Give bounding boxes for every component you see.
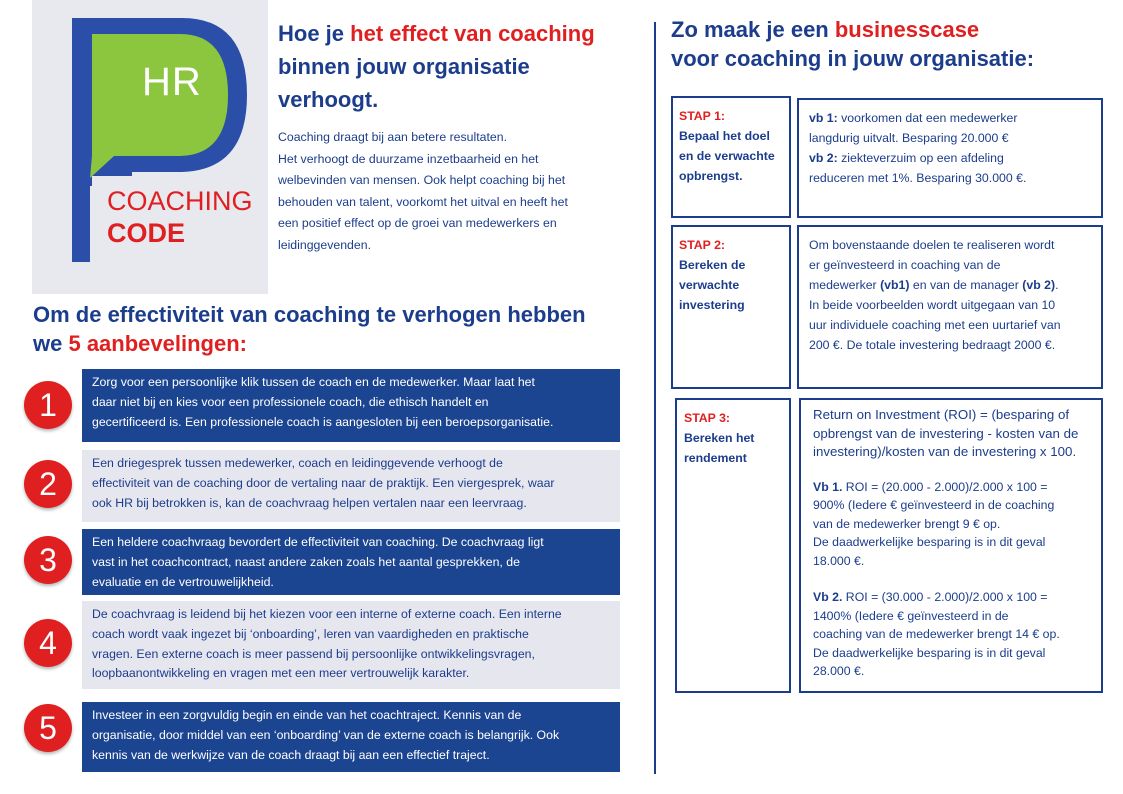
roi-example-1 <box>813 478 1091 571</box>
step-3-body <box>799 398 1103 693</box>
step-body-text: van de medewerker brengt 9 € op. <box>813 516 1001 531</box>
step-label-line: Bereken de <box>679 258 746 272</box>
logo-coaching-text: COACHING <box>107 186 253 216</box>
step-label-line: Bereken het <box>684 431 755 445</box>
step-body-text: uur individuele coaching met een uurtarief van <box>809 318 1061 332</box>
intro-line: Coaching draagt bij aan betere resultaten. <box>278 130 508 144</box>
recommendation-line: coach wordt vaak ingezet bij ‘onboarding’, leren van vaardigheden en praktische <box>92 626 529 641</box>
step-body-text: 200 €. De totale investering bedraagt 2000 €. <box>809 338 1056 352</box>
step-body-text: langdurig uitvalt. Besparing 20.000 € <box>809 131 1009 145</box>
recommendation-text <box>82 450 620 522</box>
logo-p-shape <box>32 0 268 294</box>
step-label-line: investering <box>679 298 745 312</box>
step-label-line: opbrengst. <box>679 169 743 183</box>
recommendation-number-badge: 5 <box>24 704 72 752</box>
recommendation-line: gecertificeerd is. Een professionele coach is aangesloten bij een beroepsorganisatie. <box>92 414 554 429</box>
recommendation-line: daar niet bij en kies voor een professionele coach, die ethisch handelt en <box>92 394 489 409</box>
recommendation-line: vast in het coachcontract, naast andere zaken zoals het aantal gesprekken, de <box>92 554 520 569</box>
recommendation-line: De coachvraag is leidend bij het kiezen voor een interne of externe coach. Een interne <box>92 607 562 621</box>
step-body-text: ROI = (20.000 - 2.000)/2.000 x 100 = <box>842 479 1048 494</box>
step-body-text: reduceren met 1%. Besparing 30.000 €. <box>809 171 1027 185</box>
step-body-text: en van de manager <box>909 278 1023 292</box>
intro-line: welbevinden van mensen. Ook helpt coaching bij het <box>278 173 566 188</box>
example-label: vb 2: <box>809 151 838 165</box>
roi-line: Return on Investment (ROI) = (besparing of <box>813 407 1070 422</box>
recommendation-line: Zorg voor een persoonlijke klik tussen de coach en de medewerker. Maar laat het <box>92 375 535 389</box>
step-body-text: voorkomen dat een medewerker <box>837 111 1018 125</box>
example-label: Vb 2. <box>813 590 843 604</box>
recommendation-line: organisatie, door middel van een ‘onboarding’ van de externe coach is belangrijk. Ook <box>92 727 560 742</box>
intro-line: leidinggevenden. <box>278 237 371 252</box>
step-body-text: ROI = (30.000 - 2.000)/2.000 x 100 = <box>842 590 1048 604</box>
recommendation-number-badge: 4 <box>24 619 72 667</box>
intro-line: behouden van talent, voorkomt het uitval en heeft het <box>278 194 568 209</box>
recommendation-line: evaluatie en de vertrouwelijkheid. <box>92 574 274 589</box>
roi-example-2 <box>813 588 1091 681</box>
step-2-body <box>797 225 1103 389</box>
column-divider <box>654 22 656 774</box>
step-body-text: medewerker <box>809 278 881 292</box>
intro-line: Het verhoogt de duurzame inzetbaarheid en het <box>278 151 539 166</box>
step-body-text: ziekteverzuim op een afdeling <box>837 151 1004 165</box>
step-3-label <box>675 398 791 693</box>
businesscase-heading <box>671 15 1111 73</box>
recommendation-text <box>82 529 620 595</box>
step-label-line: verwachte <box>679 278 740 292</box>
step-body-text: 900% (Iedere € geïnvesteerd in de coaching <box>813 498 1055 512</box>
step-body-text: coaching van de medewerker brengt 14 € op. <box>813 627 1060 641</box>
recommendation-line: Investeer in een zorgvuldig begin en einde van het coachtraject. Kennis van de <box>92 708 522 722</box>
recommendations-heading-part1: Om de effectiviteit van coaching te verhogen hebben we <box>33 302 586 356</box>
example-ref: (vb 2) <box>1022 278 1056 292</box>
step-body-text: Om bovenstaande doelen te realiseren wordt <box>809 238 1055 252</box>
roi-line: investering)/kosten van de investering x 100. <box>813 444 1077 459</box>
example-ref: (vb1) <box>880 278 910 292</box>
step-1-label <box>671 96 791 218</box>
step-label-title: STAP 2: <box>679 238 726 252</box>
recommendation-text <box>82 702 620 772</box>
intro-heading <box>278 17 618 116</box>
step-body-text: De daadwerkelijke besparing is in dit geval <box>813 645 1046 660</box>
recommendation-line: loopbaanontwikkeling en vragen met een meer vertrouwelijk karakter. <box>92 666 470 681</box>
step-body-text: 28.000 €. <box>813 664 865 678</box>
businesscase-heading-part2: voor coaching in jouw organisatie: <box>671 46 1035 71</box>
roi-line: opbrengst van de investering - kosten van de <box>813 425 1079 441</box>
step-1-body <box>797 98 1103 218</box>
recommendation-text <box>82 369 620 442</box>
recommendation-line: vragen. Een externe coach is meer passend bij persoonlijke ontwikkelingsvragen, <box>92 646 535 661</box>
roi-formula <box>813 406 1091 462</box>
example-label: Vb 1. <box>813 479 843 494</box>
hr-coaching-code-logo <box>32 0 268 294</box>
logo-hr-text: HR <box>142 60 202 104</box>
step-label-title: STAP 1: <box>679 109 726 123</box>
step-body-text: er geïnvesteerd in coaching van de <box>809 258 1001 272</box>
step-label-line: rendement <box>684 451 747 465</box>
recommendation-line: effectiviteit van de coaching door de vertaling naar de praktijk. Een viergesprek, waar <box>92 475 555 490</box>
recommendation-number-badge: 3 <box>24 536 72 584</box>
step-body-text: 1400% (Iedere € geïnvesteerd in de <box>813 608 1009 623</box>
intro-heading-part2: binnen jouw organisatie verhoogt. <box>278 54 530 112</box>
step-body-text: 18.000 €. <box>813 553 865 568</box>
recommendation-line: Een heldere coachvraag bevordert de effectiviteit van coaching. De coachvraag ligt <box>92 535 544 549</box>
recommendation-line: Een driegesprek tussen medewerker, coach en leidinggevende verhoogt de <box>92 456 503 470</box>
recommendation-line: kennis van de werkwijze van de coach draagt bij aan een effectief traject. <box>92 747 490 762</box>
logo-code-text: CODE <box>107 218 186 248</box>
recommendation-line: ook HR bij betrokken is, kan de coachvraag helpen vertalen naar een leervraag. <box>92 495 527 510</box>
step-label-line: en de verwachte <box>679 149 775 163</box>
step-body-text: In beide voorbeelden wordt uitgegaan van 10 <box>809 298 1056 312</box>
step-label-line: Bepaal het doel <box>679 129 770 143</box>
step-body-text: De daadwerkelijke besparing is in dit geval <box>813 535 1046 549</box>
example-label: vb 1: <box>809 111 838 125</box>
recommendations-heading-highlight: 5 aanbevelingen: <box>68 331 247 356</box>
recommendation-number-badge: 1 <box>24 381 72 429</box>
intro-heading-highlight: het effect van coaching <box>350 21 595 46</box>
intro-line: een positief effect op de groei van medewerkers en <box>278 216 557 231</box>
step-body-text: . <box>1055 278 1059 292</box>
intro-heading-part1: Hoe je <box>278 21 351 46</box>
businesscase-heading-highlight: businesscase <box>834 17 980 42</box>
intro-paragraph <box>278 127 613 257</box>
recommendations-heading <box>33 300 613 358</box>
step-label-title: STAP 3: <box>684 411 731 425</box>
recommendation-text <box>82 601 620 689</box>
recommendation-number-badge: 2 <box>24 460 72 508</box>
businesscase-heading-part1: Zo maak je een <box>671 17 835 42</box>
step-2-label <box>671 225 791 389</box>
